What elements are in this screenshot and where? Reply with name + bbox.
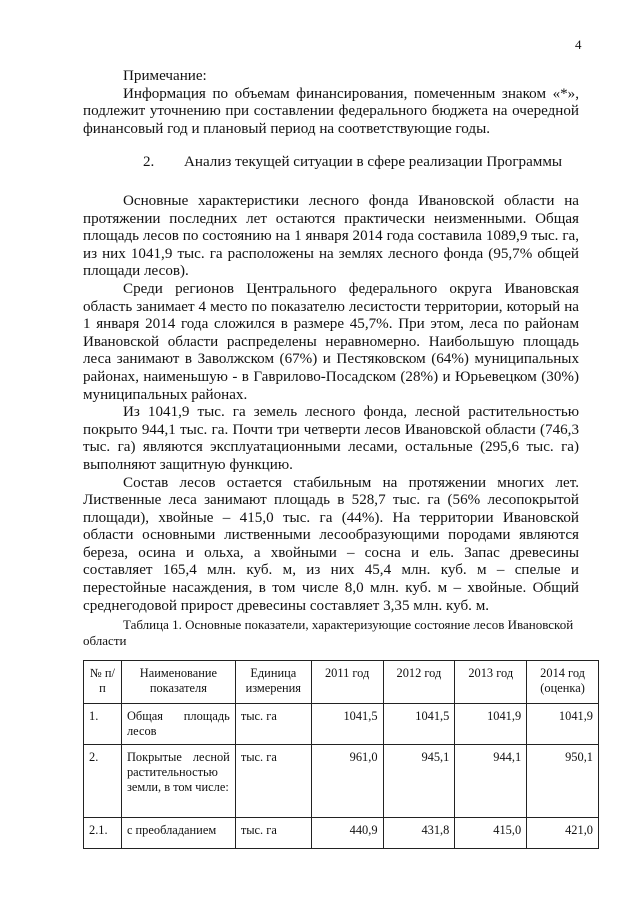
paragraph: Из 1041,9 тыс. га земель лесного фонда, лесной растительностью покрыто 944,1 тыс. га. Почти три четверти лесов Ивановской области (746,3 тыс. га) являются эксплуатационными лесами, остальные (295,6 тыс. га) выполняют защитную функцию. xyxy=(83,404,579,473)
column-header-2014: 2014 год (оценка) xyxy=(527,661,599,704)
paragraph: Состав лесов остается стабильным на протяжении многих лет. Лиственные леса занимают площадь в 528,7 тыс. га (56% лесопокрытой площади), хвойные – 415,0 тыс. га (44%). На территории Ивановской области основными лиственными лесообразующими породами являются береза, осина и ольха, а хвойными – сосна и ель. Запас древесины составляет 165,4 млн. куб. м, из них 45,4 млн. куб. м – спелые и перестойные насаждения, в том числе 8,0 млн. куб. м – хвойные. Общий среднегодовой прирост древесины составляет 3,35 млн. куб. м. xyxy=(83,474,579,614)
column-header-2013: 2013 год xyxy=(455,661,527,704)
section-title: Анализ текущей ситуации в сфере реализации Программы xyxy=(184,154,563,170)
note-body: Информация по объемам финансирования, помеченным знаком «*», подлежит уточнению при составлении федерального бюджета на очередной финансовый год и плановый период на соответствующие годы. xyxy=(83,85,579,137)
table-caption-text: Таблица 1. Основные показатели, характеризующие состояние лесов Ивановской области xyxy=(83,617,574,648)
table-header-row xyxy=(84,661,599,704)
table-cell-value: 440,9 xyxy=(311,818,383,849)
table-row xyxy=(84,818,599,849)
note-block xyxy=(83,68,579,138)
table-cell-number: 1. xyxy=(84,704,122,745)
table-cell-number: 2.1. xyxy=(84,818,122,849)
table-cell-value: 944,1 xyxy=(455,745,527,818)
table-cell-value: 1041,9 xyxy=(455,704,527,745)
page-number: 4 xyxy=(575,37,582,52)
table-cell-value: 950,1 xyxy=(527,745,599,818)
column-header-unit: Единица измерения xyxy=(235,661,311,704)
paragraph: Среди регионов Центрального федерального округа Ивановская область занимает 4 место по показателю лесистости территории, который на 1 января 2014 года сложился в размере 45,7%. При этом, леса по районам Ивановской области распределены неравномерно. Наибольшую площадь леса занимают в Заволжском (67%) и Пестяковском (64%) муниципальных районах, наименьшую - в Гаврилово-Посадском (28%) и Юрьевецком (30%) муниципальных районах. xyxy=(83,280,579,403)
table-cell-value: 415,0 xyxy=(455,818,527,849)
table-caption xyxy=(83,617,579,649)
table-cell-value: 1041,9 xyxy=(527,704,599,745)
table-cell-value: 421,0 xyxy=(527,818,599,849)
column-header-indicator: Наименование показателя xyxy=(121,661,235,704)
table-cell-value: 945,1 xyxy=(383,745,455,818)
paragraph: Основные характеристики лесного фонда Ивановской области на протяжении последних лет остаются практически неизменными. Общая площадь лесов по состоянию на 1 января 2014 года составила 1089,9 тыс. га, из них 1041,9 тыс. га расположены на землях лесного фонда (95,7% общей площади лесов). xyxy=(83,193,579,280)
table-row xyxy=(84,745,599,818)
column-header-2011: 2011 год xyxy=(311,661,383,704)
table-cell-number: 2. xyxy=(84,745,122,818)
table-cell-value: 961,0 xyxy=(311,745,383,818)
table-cell-unit: тыс. га xyxy=(235,745,311,818)
table-row xyxy=(84,704,599,745)
column-header-number: № п/п xyxy=(84,661,122,704)
table-cell-value: 431,8 xyxy=(383,818,455,849)
table-cell-unit: тыс. га xyxy=(235,704,311,745)
forest-indicators-table xyxy=(83,660,599,849)
body-text xyxy=(83,193,579,615)
table-cell-value: 1041,5 xyxy=(311,704,383,745)
table-cell-indicator: Покрытые лесной растительностью земли, в том числе: xyxy=(121,745,235,818)
table-cell-value: 1041,5 xyxy=(383,704,455,745)
note-title: Примечание: xyxy=(123,68,207,84)
column-header-2012: 2012 год xyxy=(383,661,455,704)
table-cell-indicator: Общая площадь лесов xyxy=(121,704,235,745)
table-cell-indicator: с преобладанием xyxy=(121,818,235,849)
table-cell-unit: тыс. га xyxy=(235,818,311,849)
section-number: 2. xyxy=(143,154,155,170)
section-heading xyxy=(143,154,562,171)
